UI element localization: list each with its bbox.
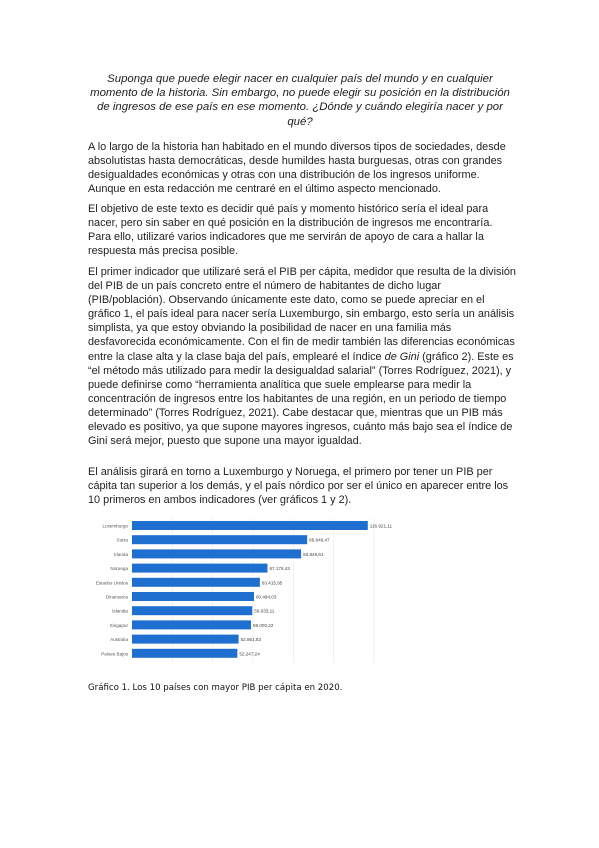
value-label: 63.415,95 — [261, 580, 283, 586]
paragraph-analysis: El análisis girará en torno a Luxemburgo y Noruega, el primero por tener un PIB per cápita tan superior a los demás, y el país nórdico por ser el único en aparecer entre los 10 primeros en ambos indicadores (ver gráficos 1 y 2). — [88, 466, 509, 507]
category-label: Dinamarca — [105, 594, 128, 600]
bar — [132, 606, 252, 615]
paragraph-indicators-part-b: (gráfico 2). Este es “el método más utilizado para medir la desigualdad salarial” (Torres Rodríguez, 2021), y puede definirse como “herramienta analítica que suele emplearse para medir la concentración de ingresos entre los habitantes de una región, en un periodo de tiempo determinado” (Torres Rodríguez, 2021). Cabe destacar que, mientras que un PIB más elevado es positivo, ya que supone mayores ingresos, cuánto más bajo sea el índice de Gini será mejor, puesto que supone una mayor igualdad. — [88, 350, 514, 448]
value-label: 59.633,11 — [254, 608, 275, 614]
category-label: Irlanda — [113, 551, 128, 557]
value-label: 67.176,43 — [269, 566, 290, 572]
category-label: Luxemburgo — [102, 523, 128, 529]
bar — [132, 535, 307, 544]
category-label: Suiza — [116, 537, 128, 543]
bar — [132, 578, 260, 587]
paragraph-objective: El objetivo de este texto es decidir qué país y momento histórico sería el ideal para nacer, pero sin saber en qué posición en la distribución de ingresos me encontraría. Para ello, utilizaré varios indicadores que me servirán de apoyo de cara a hallar la respuesta más precisa posible. — [88, 203, 493, 258]
bar — [132, 564, 267, 573]
value-label: 52.861,83 — [240, 637, 262, 643]
category-label: Países Bajos — [101, 651, 128, 657]
value-label: 116.921,11 — [369, 523, 393, 529]
value-label: 86.849,47 — [309, 537, 330, 543]
gini-italic-term: de Gini — [384, 350, 420, 363]
gdp-per-capita-bar-chart — [88, 516, 393, 666]
paragraph-indicators-part-a: El primer indicador que utilizaré será el PIB per cápita, medidor que resulta de la división del PIB de un país concreto entre el número de habitantes de dicho lugar (PIB/población). Observando únicamente este dato, como se puede apreciar en el gráfico 1, el país ideal para nacer sería Luxemburgo, sin embargo, esto sería un análisis simplista, ya que estoy obviando la posibilidad de nacer en una familia más desfavorecida económicamente. Con el fin de medir también las diferencias económicas entre la clase alta y la clase baja del país, emplearé el índice — [88, 266, 516, 363]
value-label: 59.000,22 — [252, 622, 274, 628]
category-label: Noruega — [110, 566, 128, 572]
essay-question-title: Suponga que puede elegir nacer en cualquier país del mundo y en cualquier momento de la historia. Sin embargo, no puede elegir su posición en la distribución de ingresos de ese país en ese momento. ¿Dónde y cuándo elegiría nacer y por qué? — [90, 73, 510, 128]
bar — [132, 620, 251, 629]
paragraph-intro: A lo largo de la historia han habitado en el mundo diversos tipos de sociedades, desde absolutistas hasta democráticas, desde humildes hasta burguesas, otras con grandes desigualdades económicas y otras con una distribución de los ingresos uniforme. Aunque en esta redacción me centraré en el último aspecto mencionado. — [88, 141, 506, 196]
bar — [132, 635, 239, 644]
bar — [132, 592, 254, 601]
bar — [132, 521, 368, 530]
value-label: 83.849,61 — [303, 551, 324, 557]
value-label: 52.247,24 — [239, 651, 260, 657]
bar — [132, 549, 301, 558]
paragraph-indicators — [88, 265, 516, 448]
category-label: Islandia — [112, 608, 128, 614]
category-label: Australia — [110, 637, 128, 643]
category-label: Singapur — [109, 622, 128, 628]
value-label: 60.494,03 — [255, 594, 277, 600]
bar — [132, 649, 237, 658]
chart-caption: Gráfico 1. Los 10 países con mayor PIB per cápita en 2020. — [88, 683, 343, 693]
category-label: Estados Unidos — [95, 580, 128, 586]
